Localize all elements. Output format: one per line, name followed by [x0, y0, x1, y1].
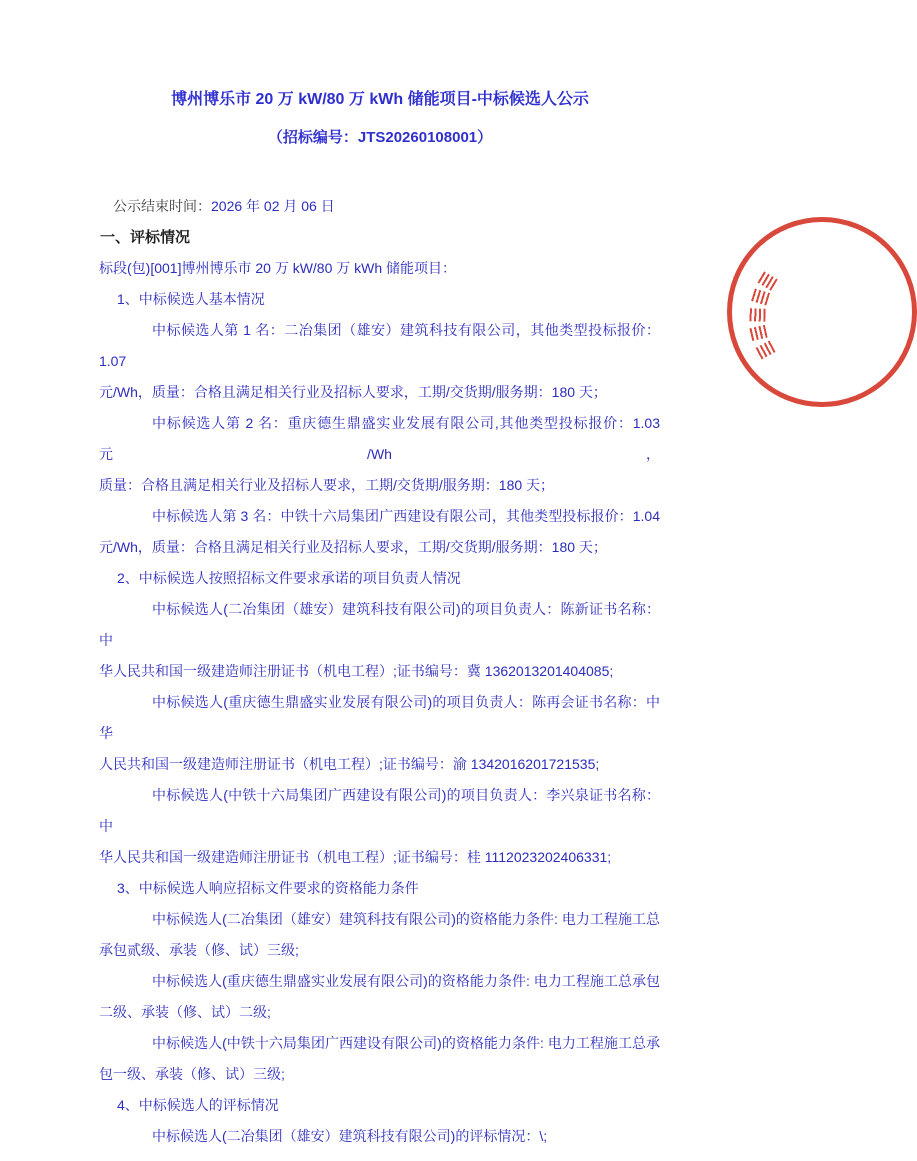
text-segment: 2026 年 02 月 06 日 — [211, 198, 335, 214]
document-lines — [99, 191, 660, 1152]
document-line: 中标候选人第 3 名：中铁十六局集团广西建设有限公司，其他类型投标报价：1.04 — [152, 508, 660, 524]
document-line: 华人民共和国一级建造师注册证书（机电工程）;证书编号：桂 1112023202406331; — [99, 849, 612, 865]
document-line: 标段(包)[001]博州博乐市 20 万 kW/80 万 kWh 储能项目： — [99, 260, 457, 276]
document-line: 人民共和国一级建造师注册证书（机电工程）;证书编号：渝 1342016201721535; — [99, 756, 600, 772]
document-line: 元/Wh，质量：合格且满足相关行业及招标人要求，工期/交货期/服务期：180 天； — [99, 384, 607, 400]
document-line: 二级、承装（修、试）二级; — [99, 1004, 271, 1020]
seal-character-mark — [757, 271, 777, 290]
document-line: 元/Wh，质量：合格且满足相关行业及招标人要求，工期/交货期/服务期：180 天； — [99, 539, 607, 555]
document-line: 中标候选人(中铁十六局集团广西建设有限公司)的项目负责人：李兴泉证书名称：中 — [99, 787, 660, 834]
document-line: 中标候选人(重庆德生鼎盛实业发展有限公司)的项目负责人：陈再会证书名称：中华 — [99, 694, 660, 741]
document-line: 华人民共和国一级建造师注册证书（机电工程）;证书编号：冀 1362013201404085; — [99, 663, 614, 679]
official-seal-icon — [727, 217, 917, 407]
document-line: 1、中标候选人基本情况 — [117, 291, 265, 307]
document-line: 中标候选人(中铁十六局集团广西建设有限公司)的资格能力条件: 电力工程施工总承 — [152, 1035, 660, 1051]
document-line: 一、评标情况 — [100, 229, 191, 246]
text-segment: 公示结束时间： — [113, 198, 211, 214]
document-line: 中标候选人(二冶集团（雄安）建筑科技有限公司)的资格能力条件: 电力工程施工总 — [152, 911, 660, 927]
seal-character-mark — [755, 341, 775, 360]
seal-character-mark — [749, 325, 768, 341]
document-line: 中标候选人(二冶集团（雄安）建筑科技有限公司)的评标情况：\; — [152, 1128, 548, 1144]
document-line: 2、中标候选人按照招标文件要求承诺的项目负责人情况 — [117, 570, 461, 586]
seal-character-mark — [749, 308, 765, 322]
document-line: 中标候选人第 1 名：二冶集团（雄安）建筑科技有限公司，其他类型投标报价：1.07 — [99, 322, 660, 369]
document-line: 4、中标候选人的评标情况 — [117, 1097, 279, 1113]
document-page — [0, 90, 760, 1161]
document-line: 包一级、承装（修、试）三级; — [99, 1066, 285, 1082]
tender-number: （招标编号：JTS20260108001） — [267, 129, 493, 146]
document-line: 3、中标候选人响应招标文件要求的资格能力条件 — [117, 880, 419, 896]
document-line: 中标候选人(二冶集团（雄安）建筑科技有限公司)的项目负责人：陈新证书名称：中 — [99, 601, 660, 648]
document-line: 中标候选人第 2 名：重庆德生鼎盛实业发展有限公司,其他类型投标报价：1.03 元/Wh， — [99, 415, 660, 462]
seal-character-mark — [751, 288, 770, 305]
document-line: 承包贰级、承装（修、试）三级; — [99, 942, 299, 958]
document-title: 博州博乐市 20 万 kW/80 万 kWh 储能项目-中标候选人公示 — [171, 91, 589, 108]
document-line: 中标候选人(重庆德生鼎盛实业发展有限公司)的资格能力条件: 电力工程施工总承包 — [152, 973, 660, 989]
document-line — [99, 191, 660, 222]
document-line: 质量：合格且满足相关行业及招标人要求，工期/交货期/服务期：180 天； — [99, 477, 555, 493]
